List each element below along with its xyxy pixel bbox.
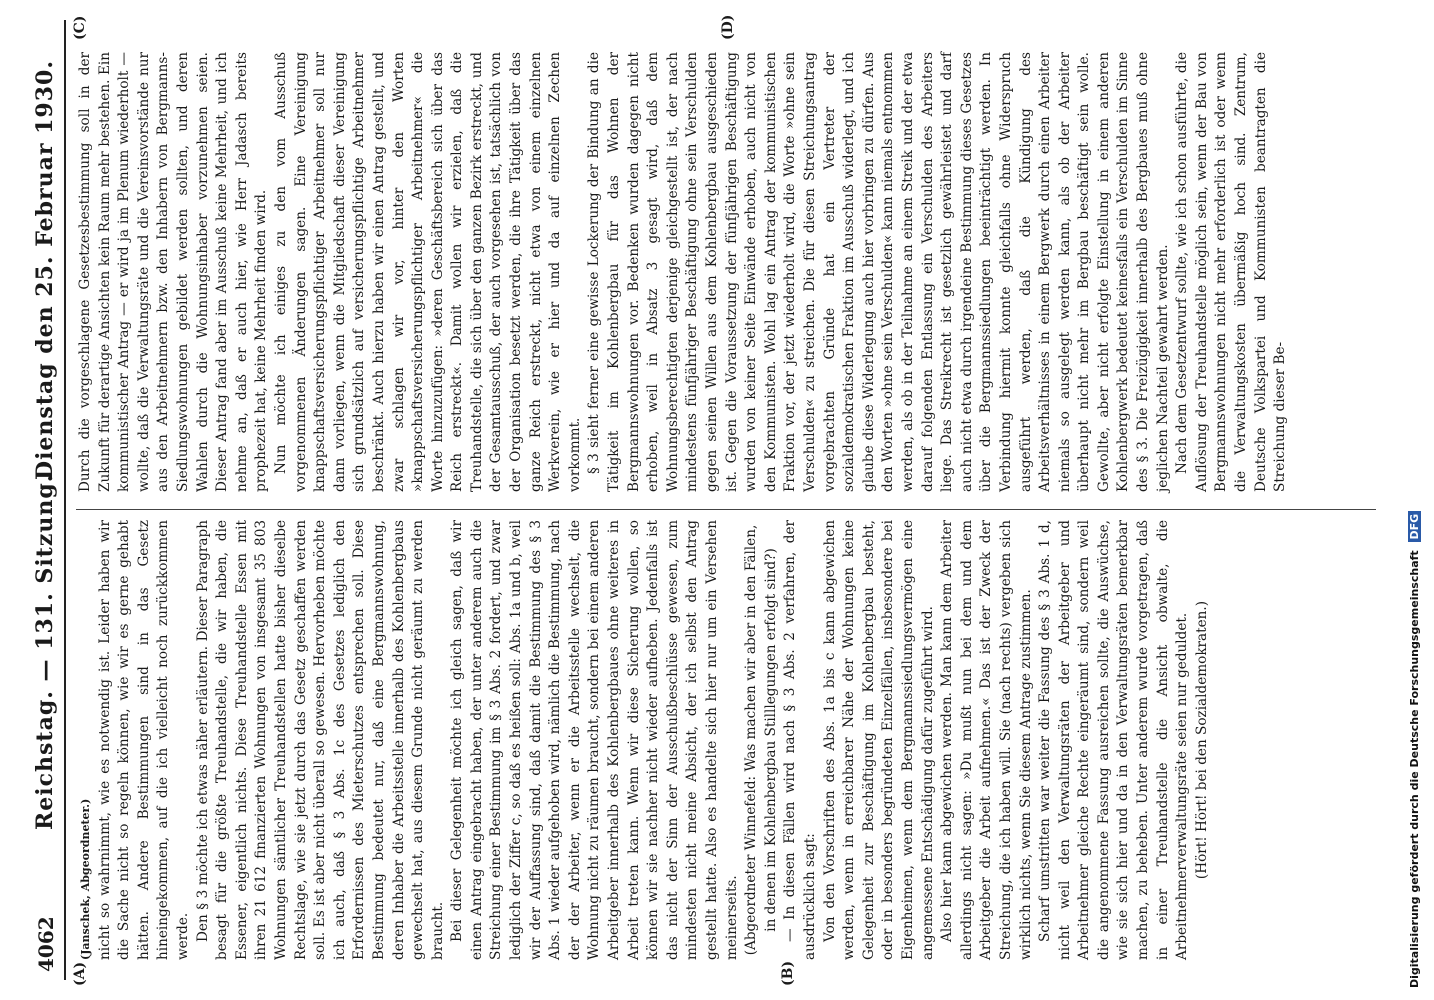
left-column [76, 520, 1212, 960]
interjection: (Abgeordneter Winnefeld: Was machen wir aber in den Fällen, in denen im Kohlenbergbau Stilllegungen erfolgt sind?) [743, 524, 779, 956]
dfg-logo: DFG [1408, 511, 1421, 543]
margin-mark-c: (C) [72, 15, 88, 40]
margin-mark-a: (A) [72, 961, 88, 986]
margin-mark-b: (B) [780, 960, 796, 986]
paragraph: Durch die vorgeschlagene Gesetzesbestimmung soll in der Zukunft für derartige Ansichten kein Raum mehr bestehen. Ein kommunistischer Antrag — er wird ja im Plenum wiederholt — wollte, daß die Verwaltungsräte und die Vereinsvorstände nur aus den Arbeitnehmern bzw. den Inhabern von Bergmanns-Siedlungswohnungen gebildet werden sollten, und deren Wahlen durch die Wohnungsinhaber vorzunehmen seien. Dieser Antrag fand aber im Ausschuß keine Mehrheit, und ich nehme an, daß er auch hier, wie Herr Jadasch bereits prophezeit hat, keine Mehrheit finden wird. [77, 52, 270, 492]
session-title: Reichstag. — 131. Sitzung. [32, 473, 58, 830]
digitization-credit [1406, 8, 1430, 988]
page-number: 4062 [34, 916, 58, 972]
paragraph: Also hier kann abgewichen werden. Man kann dem Arbeiter allerdings nicht sagen: »Du mußt nun bei dem und dem Arbeitgeber die Arbeit aufnehmen.« Das ist der Zweck der Streichung, die ich haben will. Sie (nach rechts) vergeben sich wirklich nichts, wenn Sie diesem Antrage zustimmen. [939, 520, 1034, 960]
scanned-page [20, 14, 1420, 986]
margin-mark-d: (D) [720, 14, 736, 40]
paragraph: nicht so wahrnimmt, wie es notwendig ist. Leider haben wir die Sache nicht so regeln können, wie wir es gerne gehabt hätten. Andere Bestimmungen sind in das Gesetz hineingekommen, auf die ich vielleicht noch zurückkommen werde. [96, 520, 191, 960]
page-header [28, 20, 68, 980]
paragraph: Nun möchte ich einiges zu den vom Ausschuß vorgenommenen Änderungen sagen. Eine Vereinigung knappschaftsversicherungspflichtiger Arbeitnehmer soll nur dann vorliegen, wenn die Mitgliedschaft dieser Vereinigung sich grundsätzlich auf versicherungspflichtige Arbeitnehmer beschränkt. Auch hierzu haben wir einen Antrag gestellt, und zwar schlagen wir vor, hinter den Worten »knappschaftsversicherungspflichtiger Arbeitnehmer« die Worte hinzuzufügen: »deren Geschäftsbereich sich über das Reich erstreckt«. Damit wollen wir erzielen, daß die Treuhandstelle, die sich über den ganzen Bezirk erstreckt, und der Gesamtausschuß, der auch vorgesehen ist, tatsächlich von der Organisation besetzt werden, die ihre Tätigkeit über das ganze Reich erstreckt, nicht etwa von einem einzelnen Werkverein, wie er hier und da auf einzelnen Zechen vorkommt. [272, 52, 583, 492]
interjection: (Hört! Hört! bei den Sozialdemokraten.) [1193, 600, 1210, 880]
paragraph: Scharf umstritten war weiter die Fassung des § 3 Abs. 1 d, nicht weil den Verwaltungsräten der Arbeitgeber und Arbeitnehmer gleiche Rechte eingeräumt sind, sondern weil die angenommene Fassung ausreichen sollte, die Auswüchse, wie sie sich hier und da in den Verwaltungsräten bemerkbar machen, zu beheben. Unter anderem wurde vorgetragen, daß in einer Treuhandstelle die Ansicht obwalte, die Arbeitnehmerverwaltungsräte seien nur geduldet. [1037, 520, 1191, 960]
paragraph: Nach dem Gesetzentwurf sollte, wie ich schon ausführte, die Auflösung der Treuhandstelle möglich sein, wenn der Bau von Bergmannswohnungen nicht mehr erforderlich ist oder wenn die Verwaltungskosten übermäßig hoch sind. Zentrum, Deutsche Volkspartei und Kommunisten beantragten die Streichung dieser Be- [1174, 52, 1289, 492]
credit-text: Digitalisierung gefördert durch die Deutsche Forschungsgemeinschaft [1408, 550, 1421, 988]
paragraph: — In diesen Fällen wird nach § 3 Abs. 2 verfahren, der ausdrücklich sagt: [782, 520, 818, 960]
session-date: Dienstag den 25. Februar 1930. [32, 59, 58, 480]
paragraph: Den § 3 möchte ich etwas näher erläutern. Dieser Paragraph besagt für die größte Treuhandstelle, die wir haben, die Essener, eigentlich nichts. Diese Treuhandstelle Essen mit ihren 21 612 finanzierten Wohnungen von insgesamt 35 803 Wohnungen sämtlicher Treuhandstellen hatte bisher dieselbe Rechtslage, wie sie jetzt durch das Gesetz geschaffen werden soll. Es ist aber nicht überall so gewesen. Hervorheben möchte ich auch, daß § 3 Abs. 1c des Gesetzes lediglich den Erfordernissen des Mieterschutzes entsprechen soll. Diese Bestimmung bedeutet nur, daß eine Bergmannswohnung, deren Inhaber die Arbeitsstelle innerhalb des Kohlenbergbaus gewechselt hat, aus diesem Grunde nicht geräumt zu werden braucht. [194, 520, 446, 960]
header-rule [64, 20, 66, 980]
paragraph: Bei dieser Gelegenheit möchte ich gleich sagen, daß wir einen Antrag eingebracht haben, der unter anderem auch die Streichung einer Bestimmung im § 3 Abs. 2 fordert, und zwar lediglich der Ziffer c, so daß es heißen soll: Abs. 1a und b, weil wir der Auffassung sind, daß damit die Bestimmung des § 3 Abs. 1 wieder aufgehoben wird, nämlich die Bestimmung, nach der der Arbeiter, wenn er die Arbeitsstelle wechselt, die Wohnung nicht zu räumen braucht, sondern bei einem anderen Arbeitgeber innerhalb des Kohlenbergbaues ohne weiteres in Arbeit treten kann. Wenn wir diese Sicherung wollen, so können wir sie nachher nicht wieder aufheben. Jedenfalls ist das nicht der Sinn der Ausschußbeschlüsse gewesen, zum mindesten nicht meine Absicht, der ich selbst den Antrag gestellt hatte. Also es handelte sich hier nur um ein Versehen meinerseits. [449, 520, 740, 960]
quotation: Von den Vorschriften des Abs. 1a bis c kann abgewichen werden, wenn in erreichbarer Nähe der Wohnungen keine Gelegenheit zur Beschäftigung im Kohlenbergbau besteht, oder in besonders begründeten Einzelfällen, insbesondere bei Eigenheimen, wenn dem Bergmannssiedlungsvermögen eine angemessene Entschädigung dafür zugeführt wird. [821, 520, 936, 960]
column-divider [76, 509, 1376, 510]
paragraph: § 3 sieht ferner eine gewisse Lockerung der Bindung an die Tätigkeit im Kohlenbergbau für das Wohnen der Bergmannswohnungen vor. Bedenken wurden dagegen nicht erhoben, weil in Absatz 3 gesagt wird, daß dem Wohnungsberechtigten derjenige gleichgestellt ist, der nach mindestens fünfjähriger Beschäftigung ohne sein Verschulden gegen seinen Willen aus dem Kohlenbergbau ausgeschieden ist. Gegen die Voraussetzung der fünfjährigen Beschäftigung wurden von keiner Seite Einwände erhoben, auch nicht von den Kommunisten. Wohl lag ein Antrag der kommunistischen Fraktion vor, der jetzt wiederholt wird, die Worte »ohne sein Verschulden« zu streichen. Die für diesen Streichungsantrag vorgebrachten Gründe hat ein Vertreter der sozialdemokratischen Fraktion im Ausschuß widerlegt, und ich glaube diese Widerlegung auch hier vorbringen zu dürfen. Aus den Worten »ohne sein Verschulden« kann niemals entnommen werden, als ob in der Teilnahme an einem Streik und der etwa darauf folgenden Entlassung ein Verschulden des Arbeiters liege. Das Streikrecht ist gesetzlich gewährleistet und darf auch nicht etwa durch irgendeine Bestimmung dieses Gesetzes über die Bergmannssiedlungen beeinträchtigt werden. In Verbindung hiermit konnte gleichfalls ohne Widerspruch ausgeführt werden, daß die Kündigung des Arbeitsverhältnisses in einem Bergwerk durch einen Arbeiter niemals so ausgelegt werden kann, als ob der Arbeiter überhaupt nicht mehr im Bergbau beschäftigt sein wolle. Gewollte, aber nicht erfolgte Einstellung in einem anderen Kohlenbergwerk bedeutet keinesfalls ein Verschulden im Sinne des § 3. Die Freizügigkeit innerhalb des Bergbaues muß ohne jeglichen Nachteil gewahrt werden. [586, 52, 1171, 492]
right-column [76, 52, 1291, 492]
speaker-label: (Janschek, Abgeordneter.) [79, 798, 92, 960]
